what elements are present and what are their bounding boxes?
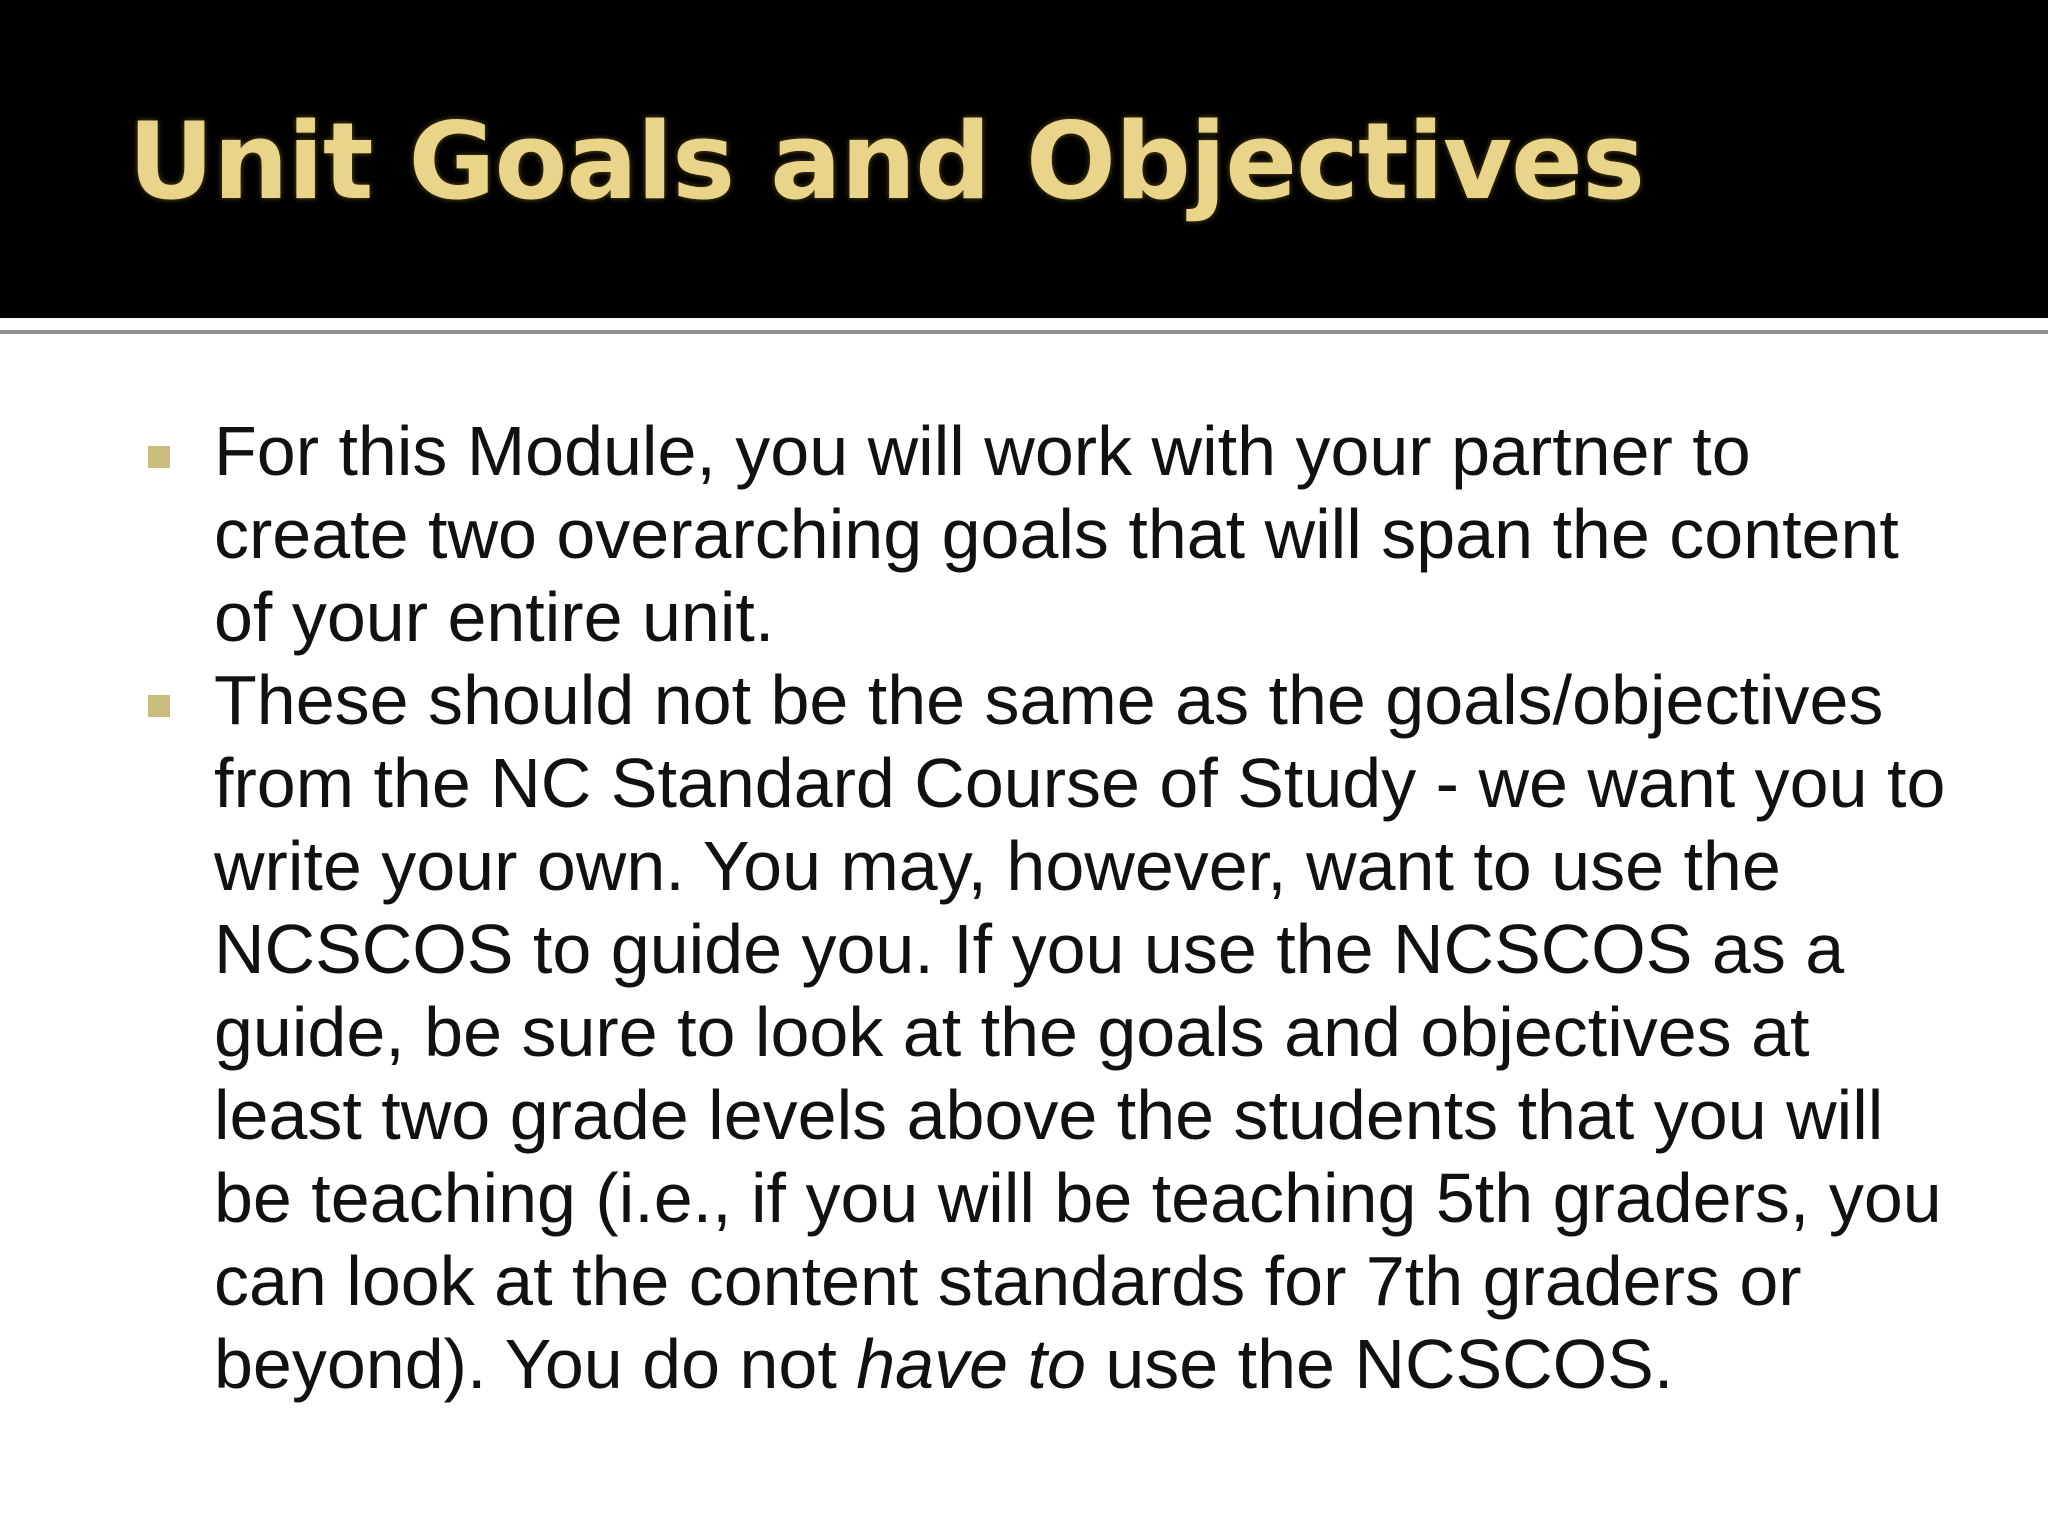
bullet-list	[0, 410, 2048, 1406]
slide-title: Unit Goals and Objectives	[128, 100, 1645, 223]
bullet-text: For this Module, you will work with your partner to create two overarching goals that will span the content of your entire unit.	[214, 412, 1899, 656]
bullet-text	[214, 659, 1954, 1406]
square-bullet-icon	[148, 446, 170, 468]
square-bullet-icon	[148, 695, 170, 717]
bullet-item-ncscos-guidance	[0, 659, 1954, 1406]
bullet-text-part: These should not be the same as the goals/objectives from the NC Standard Course of Study - we want you to write your own. You may, however, want to use the NCSCOS to guide you. If you use the NCSCOS as a guide, be sure to look at the goals and objectives at least two grade levels above the students that you will be teaching (i.e., if you will be teaching 5th graders, you can look at the content standards for 7th graders or beyond). You do not	[214, 661, 1946, 1403]
bullet-text-part: use the NCSCOS.	[1085, 1325, 1674, 1403]
slide-content	[0, 410, 2048, 1490]
title-divider-line	[0, 330, 2048, 334]
title-divider-white	[0, 318, 2048, 326]
bullet-item-partner-goals	[0, 410, 1954, 659]
title-bar	[0, 0, 2048, 318]
emphasized-text: have to	[856, 1325, 1086, 1403]
